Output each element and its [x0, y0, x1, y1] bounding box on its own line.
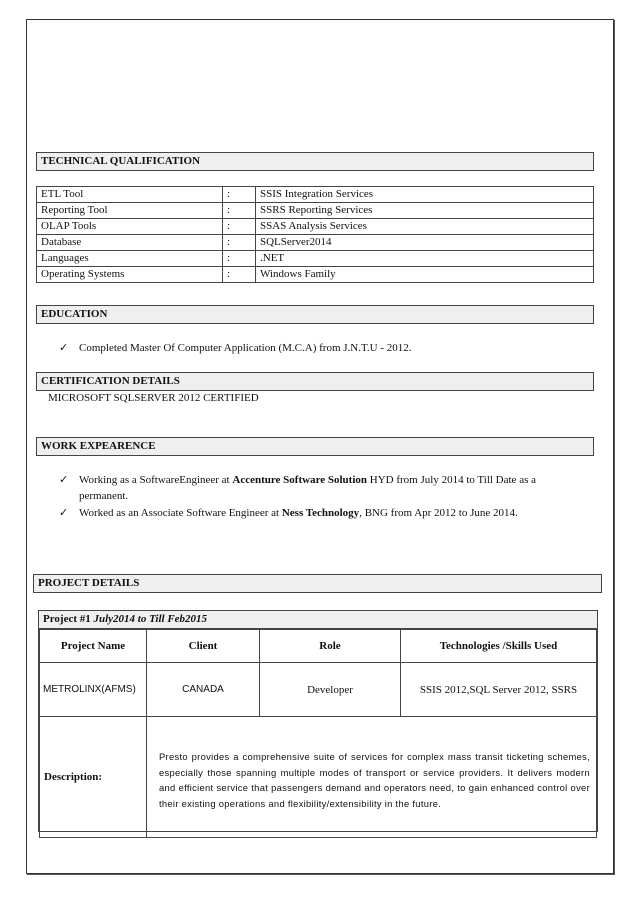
description-label: Description:: [40, 717, 147, 838]
header-client: Client: [147, 630, 260, 663]
project-client: CANADA: [147, 663, 260, 717]
qual-sep: :: [223, 251, 256, 267]
qual-label: Operating Systems: [37, 267, 223, 283]
qual-sep: :: [223, 235, 256, 251]
qual-value: SQLServer2014: [256, 235, 594, 251]
header-technologies: Technologies /Skills Used: [401, 630, 597, 663]
table-row: [37, 251, 594, 267]
project-period: July2014 to Till Feb2015: [93, 613, 208, 625]
qual-sep: :: [223, 267, 256, 283]
section-title: CERTIFICATION DETAILS: [41, 375, 180, 387]
section-title: EDUCATION: [41, 308, 108, 320]
table-row: [37, 235, 594, 251]
project-title: [39, 611, 597, 629]
header-project-name: Project Name: [40, 630, 147, 663]
section-title: PROJECT DETAILS: [38, 577, 140, 589]
section-title: WORK EXPEARENCE: [41, 440, 156, 452]
project-role: Developer: [260, 663, 401, 717]
work-continuation: permanent.: [79, 490, 129, 502]
qual-value: Windows Family: [256, 267, 594, 283]
header-role: Role: [260, 630, 401, 663]
company-name: Accenture Software Solution: [232, 474, 368, 486]
qual-label: Database: [37, 235, 223, 251]
education-item: [59, 341, 412, 356]
work-pre: Worked as an Associate Software Engineer at: [79, 507, 282, 519]
education-text: Completed Master Of Computer Application (M.C.A) from J.N.T.U - 2012.: [79, 342, 412, 354]
company-name: Ness Technology: [281, 507, 360, 519]
project-tech: SSIS 2012,SQL Server 2012, SSRS: [401, 663, 597, 717]
work-pre: Working as a SoftwareEngineer at: [79, 474, 233, 486]
qual-sep: :: [223, 219, 256, 235]
qualification-table: [36, 186, 594, 283]
qual-label: Languages: [37, 251, 223, 267]
checkmark-icon: ✓: [59, 507, 69, 519]
project-number: Project #1: [43, 613, 94, 625]
qual-sep: :: [223, 187, 256, 203]
work-post: HYD from July 2014 to Till Date as a: [367, 474, 536, 486]
work-post: , BNG from Apr 2012 to June 2014.: [359, 507, 518, 519]
certification-text: MICROSOFT SQLSERVER 2012 CERTIFIED: [48, 392, 259, 404]
checkmark-icon: ✓: [59, 474, 69, 486]
work-item: [59, 473, 599, 488]
qual-value: SSRS Reporting Services: [256, 203, 594, 219]
qual-label: OLAP Tools: [37, 219, 223, 235]
table-header-row: [40, 630, 597, 663]
section-title: TECHNICAL QUALIFICATION: [41, 155, 201, 167]
table-row: [40, 717, 597, 838]
project-description: Presto provides a comprehensive suite of services for complex mass transit ticketing schemes, especially those spanning multiple modes of transport or service providers. It delivers modern and efficient service that passengers demand and operators need, to gain enhanced control over their existing operations and flexibility/extensibility in the future.: [147, 717, 597, 838]
table-row: [37, 219, 594, 235]
table-row: [40, 663, 597, 717]
project-name: METROLINX(AFMS): [40, 663, 147, 717]
section-work-experience: [36, 437, 594, 456]
qual-label: ETL Tool: [37, 187, 223, 203]
qual-value: SSIS Integration Services: [256, 187, 594, 203]
section-technical-qualification: [36, 152, 594, 171]
table-row: [37, 203, 594, 219]
qual-label: Reporting Tool: [37, 203, 223, 219]
qual-value: .NET: [256, 251, 594, 267]
project-box: [38, 610, 598, 832]
checkmark-icon: ✓: [59, 342, 69, 354]
section-project-details: [33, 574, 602, 593]
work-item: [59, 506, 518, 521]
section-certification: [36, 372, 594, 391]
project-table: [39, 629, 597, 838]
qual-sep: :: [223, 203, 256, 219]
section-education: [36, 305, 594, 324]
table-row: [37, 187, 594, 203]
table-row: [37, 267, 594, 283]
qual-value: SSAS Analysis Services: [256, 219, 594, 235]
